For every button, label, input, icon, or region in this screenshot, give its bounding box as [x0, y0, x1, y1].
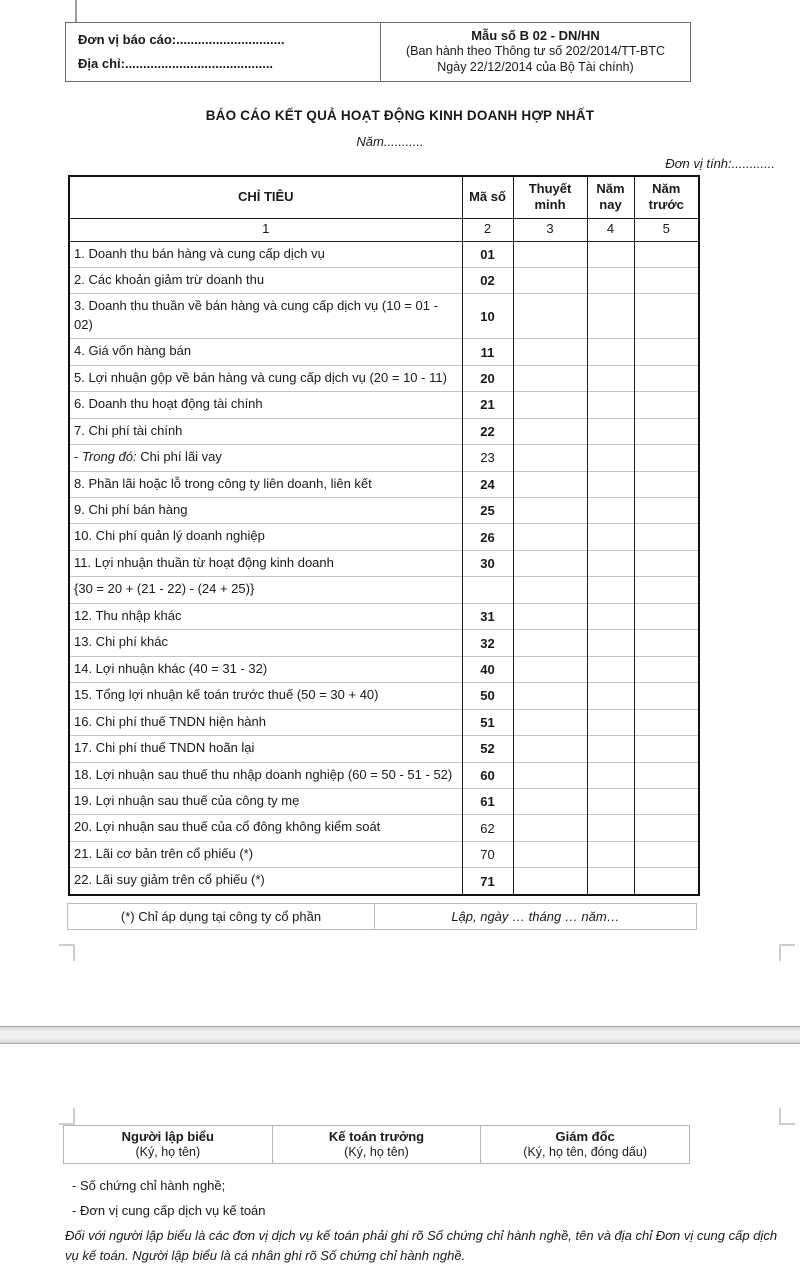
row-label: 18. Lợi nhuận sau thuế thu nhập doanh nghiệp (60 = 50 - 51 - 52)	[69, 762, 462, 788]
row-code: 52	[462, 736, 513, 762]
cell-nam-truoc[interactable]	[634, 418, 699, 444]
page-break-band	[0, 1026, 800, 1044]
row-label: 17. Chi phí thuế TNDN hoãn lại	[69, 736, 462, 762]
margin-crop-mark	[75, 0, 77, 22]
cell-nam-nay[interactable]	[587, 418, 634, 444]
cell-nam-nay[interactable]	[587, 267, 634, 293]
cell-nam-truoc[interactable]	[634, 241, 699, 267]
margin-crop-mark	[779, 944, 781, 961]
signature-date-field[interactable]: Lập, ngày … tháng … năm…	[375, 904, 697, 930]
table-row	[69, 841, 699, 867]
cell-nam-nay[interactable]	[587, 339, 634, 365]
col-header-nam-truoc: Năm trước	[634, 176, 699, 218]
cell-thuyet-minh[interactable]	[513, 498, 587, 524]
col-number: 3	[513, 218, 587, 241]
cell-thuyet-minh[interactable]	[513, 868, 587, 895]
cell-thuyet-minh[interactable]	[513, 815, 587, 841]
cell-nam-truoc[interactable]	[634, 294, 699, 339]
cell-nam-nay[interactable]	[587, 815, 634, 841]
cell-nam-nay[interactable]	[587, 498, 634, 524]
row-code: 32	[462, 630, 513, 656]
row-code: 22	[462, 418, 513, 444]
signature-title: Giám đốc	[555, 1129, 615, 1144]
cell-thuyet-minh[interactable]	[513, 683, 587, 709]
table-row	[68, 904, 697, 930]
issued-line-2: Ngày 22/12/2014 của Bộ Tài chính)	[437, 60, 634, 75]
table-row	[69, 392, 699, 418]
cell-thuyet-minh[interactable]	[513, 418, 587, 444]
cell-thuyet-minh[interactable]	[513, 339, 587, 365]
col-number: 4	[587, 218, 634, 241]
page-title: BÁO CÁO KẾT QUẢ HOẠT ĐỘNG KINH DOANH HỢP NHẤT	[205, 108, 595, 123]
row-label: 16. Chi phí thuế TNDN hiện hành	[69, 709, 462, 735]
row-label: 20. Lợi nhuận sau thuế của cổ đông không kiểm soát	[69, 815, 462, 841]
cell-nam-truoc[interactable]	[634, 841, 699, 867]
table-row	[69, 498, 699, 524]
table-row	[69, 524, 699, 550]
row-code: 30	[462, 550, 513, 576]
reporting-unit-field[interactable]: Đơn vị báo cáo:..............................	[78, 31, 285, 47]
cell-nam-nay[interactable]	[587, 445, 634, 471]
table-row	[69, 762, 699, 788]
row-label: {30 = 20 + (21 - 22) - (24 + 25)}	[69, 577, 462, 603]
signature-title: Người lập biểu	[121, 1129, 214, 1144]
cell-thuyet-minh[interactable]	[513, 603, 587, 629]
cell-nam-nay[interactable]	[587, 736, 634, 762]
cell-nam-nay[interactable]	[587, 241, 634, 267]
row-code: 71	[462, 868, 513, 895]
row-label: 6. Doanh thu hoạt động tài chính	[69, 392, 462, 418]
row-code: 40	[462, 656, 513, 682]
table-row	[69, 868, 699, 895]
report-header-table	[65, 22, 691, 82]
row-label: 15. Tổng lợi nhuận kế toán trước thuế (50 = 30 + 40)	[69, 683, 462, 709]
table-row	[69, 445, 699, 471]
row-code: 62	[462, 815, 513, 841]
cell-nam-truoc[interactable]	[634, 524, 699, 550]
cell-thuyet-minh[interactable]	[513, 241, 587, 267]
signature-table	[63, 1125, 690, 1164]
margin-crop-mark	[779, 1123, 795, 1125]
row-label: 8. Phần lãi hoặc lỗ trong công ty liên doanh, liên kết	[69, 471, 462, 497]
row-label: - Trong đó: Chi phí lãi vay	[69, 445, 462, 471]
cell-nam-truoc[interactable]	[634, 603, 699, 629]
row-label: 4. Giá vốn hàng bán	[69, 339, 462, 365]
cell-nam-nay[interactable]	[587, 471, 634, 497]
cell-thuyet-minh[interactable]	[513, 762, 587, 788]
main-table-body	[69, 241, 699, 895]
signature-subtitle: (Ký, họ tên)	[344, 1145, 409, 1159]
row-code: 20	[462, 365, 513, 391]
row-label: 19. Lợi nhuận sau thuế của công ty mẹ	[69, 789, 462, 815]
table-header-row	[69, 176, 699, 218]
cell-nam-truoc[interactable]	[634, 736, 699, 762]
signature-subtitle: (Ký, họ tên, đóng dấu)	[523, 1145, 647, 1159]
row-label: 11. Lợi nhuận thuần từ hoạt động kinh doanh	[69, 550, 462, 576]
cell-nam-nay[interactable]	[587, 656, 634, 682]
cell-nam-nay[interactable]	[587, 294, 634, 339]
cell-nam-truoc[interactable]	[634, 339, 699, 365]
footnote-text: (*) Chỉ áp dụng tại công ty cổ phần	[120, 909, 322, 924]
column-number-row	[69, 218, 699, 241]
cell-nam-truoc[interactable]	[634, 789, 699, 815]
note-certificate-number: - Số chứng chỉ hành nghề;	[72, 1178, 226, 1193]
signature-cell-director	[481, 1126, 690, 1164]
table-row	[69, 736, 699, 762]
col-header-nam-nay: Năm nay	[587, 176, 634, 218]
row-code: 01	[462, 241, 513, 267]
footer-instruction: Đối với người lập biểu là các đơn vị dịch vụ kế toán phải ghi rõ Số chứng chỉ hành nghề, tên và địa chỉ Đơn vị cung cấp dịch vụ kế toán. Người lập biểu là cá nhân ghi rõ Số chứng chỉ hành nghề.	[65, 1228, 778, 1263]
income-statement-table	[68, 175, 700, 896]
table-row	[69, 418, 699, 444]
cell-thuyet-minh[interactable]	[513, 577, 587, 603]
table-row	[69, 365, 699, 391]
cell-nam-truoc[interactable]	[634, 630, 699, 656]
cell-nam-nay[interactable]	[587, 868, 634, 895]
row-label: 12. Thu nhập khác	[69, 603, 462, 629]
row-label: 3. Doanh thu thuần về bán hàng và cung cấp dịch vụ (10 = 01 - 02)	[69, 294, 462, 339]
cell-nam-truoc[interactable]	[634, 392, 699, 418]
cell-thuyet-minh[interactable]	[513, 267, 587, 293]
col-number: 1	[69, 218, 462, 241]
cell-nam-nay[interactable]	[587, 683, 634, 709]
signature-cell-preparer	[64, 1126, 273, 1164]
table-row	[69, 656, 699, 682]
cell-nam-nay[interactable]	[587, 789, 634, 815]
row-label: 21. Lãi cơ bản trên cổ phiếu (*)	[69, 841, 462, 867]
cell-thuyet-minh[interactable]	[513, 524, 587, 550]
cell-nam-nay[interactable]	[587, 550, 634, 576]
cell-nam-truoc[interactable]	[634, 683, 699, 709]
cell-nam-nay[interactable]	[587, 630, 634, 656]
row-code: 23	[462, 445, 513, 471]
cell-nam-truoc[interactable]	[634, 815, 699, 841]
table-row	[69, 709, 699, 735]
cell-thuyet-minh[interactable]	[513, 841, 587, 867]
col-number: 2	[462, 218, 513, 241]
row-label: 10. Chi phí quản lý doanh nghiệp	[69, 524, 462, 550]
table-row	[69, 294, 699, 339]
cell-nam-truoc[interactable]	[634, 762, 699, 788]
cell-nam-nay[interactable]	[587, 524, 634, 550]
table-row	[69, 789, 699, 815]
cell-thuyet-minh[interactable]	[513, 294, 587, 339]
row-code: 02	[462, 267, 513, 293]
table-row	[69, 815, 699, 841]
cell-thuyet-minh[interactable]	[513, 550, 587, 576]
table-row	[69, 630, 699, 656]
signature-cell-chief-accountant	[272, 1126, 481, 1164]
row-code: 70	[462, 841, 513, 867]
reporting-unit-cell	[66, 23, 381, 82]
cell-nam-truoc[interactable]	[634, 868, 699, 895]
cell-nam-truoc[interactable]	[634, 498, 699, 524]
issued-line-1: (Ban hành theo Thông tư số 202/2014/TT-BTC	[406, 44, 665, 58]
row-code: 60	[462, 762, 513, 788]
cell-nam-truoc[interactable]	[634, 365, 699, 391]
address-field[interactable]: Địa chỉ:.........................................	[78, 55, 274, 71]
row-label: 5. Lợi nhuận gộp về bán hàng và cung cấp dịch vụ (20 = 10 - 11)	[69, 365, 462, 391]
row-code: 24	[462, 471, 513, 497]
cell-nam-nay[interactable]	[587, 392, 634, 418]
row-label: 22. Lãi suy giảm trên cổ phiếu (*)	[69, 868, 462, 895]
table-row	[69, 550, 699, 576]
row-code: 10	[462, 294, 513, 339]
row-label: 13. Chi phí khác	[69, 630, 462, 656]
form-code: Mẫu số B 02 - DN/HN	[471, 28, 600, 43]
signature-subtitle: (Ký, họ tên)	[135, 1145, 201, 1159]
cell-nam-truoc[interactable]	[634, 656, 699, 682]
cell-thuyet-minh[interactable]	[513, 656, 587, 682]
cell-thuyet-minh[interactable]	[513, 736, 587, 762]
table-row	[69, 577, 699, 603]
table-row	[66, 23, 691, 82]
table-row	[69, 339, 699, 365]
row-code: 61	[462, 789, 513, 815]
row-code: 50	[462, 683, 513, 709]
row-label: 14. Lợi nhuận khác (40 = 31 - 32)	[69, 656, 462, 682]
cell-nam-nay[interactable]	[587, 841, 634, 867]
cell-nam-nay[interactable]	[587, 577, 634, 603]
cell-thuyet-minh[interactable]	[513, 630, 587, 656]
table-row	[69, 603, 699, 629]
cell-nam-truoc[interactable]	[634, 471, 699, 497]
row-code: 25	[462, 498, 513, 524]
cell-nam-truoc[interactable]	[634, 267, 699, 293]
cell-nam-truoc[interactable]	[634, 577, 699, 603]
cell-nam-nay[interactable]	[587, 709, 634, 735]
row-label: 9. Chi phí bán hàng	[69, 498, 462, 524]
cell-thuyet-minh[interactable]	[513, 392, 587, 418]
currency-unit-field[interactable]: Đơn vị tính:............	[665, 156, 775, 171]
cell-thuyet-minh[interactable]	[513, 789, 587, 815]
cell-nam-truoc[interactable]	[634, 709, 699, 735]
row-label: 7. Chi phí tài chính	[69, 418, 462, 444]
row-code: 26	[462, 524, 513, 550]
col-header-chi-tieu: CHỈ TIÊU	[69, 176, 462, 218]
col-header-ma-so: Mã số	[462, 176, 513, 218]
col-header-thuyet-minh: Thuyết minh	[513, 176, 587, 218]
row-code: 51	[462, 709, 513, 735]
cell-nam-truoc[interactable]	[634, 550, 699, 576]
cell-nam-truoc[interactable]	[634, 445, 699, 471]
row-label: 1. Doanh thu bán hàng và cung cấp dịch vụ	[69, 241, 462, 267]
table-row	[69, 267, 699, 293]
row-label: 2. Các khoản giảm trừ doanh thu	[69, 267, 462, 293]
cell-nam-nay[interactable]	[587, 603, 634, 629]
col-number: 5	[634, 218, 699, 241]
cell-thuyet-minh[interactable]	[513, 365, 587, 391]
table-row	[64, 1126, 690, 1164]
table-row	[69, 683, 699, 709]
margin-crop-mark	[779, 944, 795, 946]
table-row	[69, 471, 699, 497]
table-row	[69, 241, 699, 267]
footnote-strip	[67, 903, 697, 930]
row-code	[462, 577, 513, 603]
cell-nam-nay[interactable]	[587, 762, 634, 788]
row-code: 11	[462, 339, 513, 365]
signature-title: Kế toán trưởng	[328, 1129, 425, 1144]
note-service-provider: - Đơn vị cung cấp dịch vụ kế toán	[72, 1203, 266, 1218]
cell-thuyet-minh[interactable]	[513, 709, 587, 735]
margin-crop-mark	[73, 944, 75, 961]
cell-thuyet-minh[interactable]	[513, 445, 587, 471]
cell-thuyet-minh[interactable]	[513, 471, 587, 497]
year-field[interactable]: Năm...........	[356, 134, 424, 149]
row-code: 21	[462, 392, 513, 418]
row-code: 31	[462, 603, 513, 629]
form-info-cell	[381, 23, 691, 82]
cell-nam-nay[interactable]	[587, 365, 634, 391]
